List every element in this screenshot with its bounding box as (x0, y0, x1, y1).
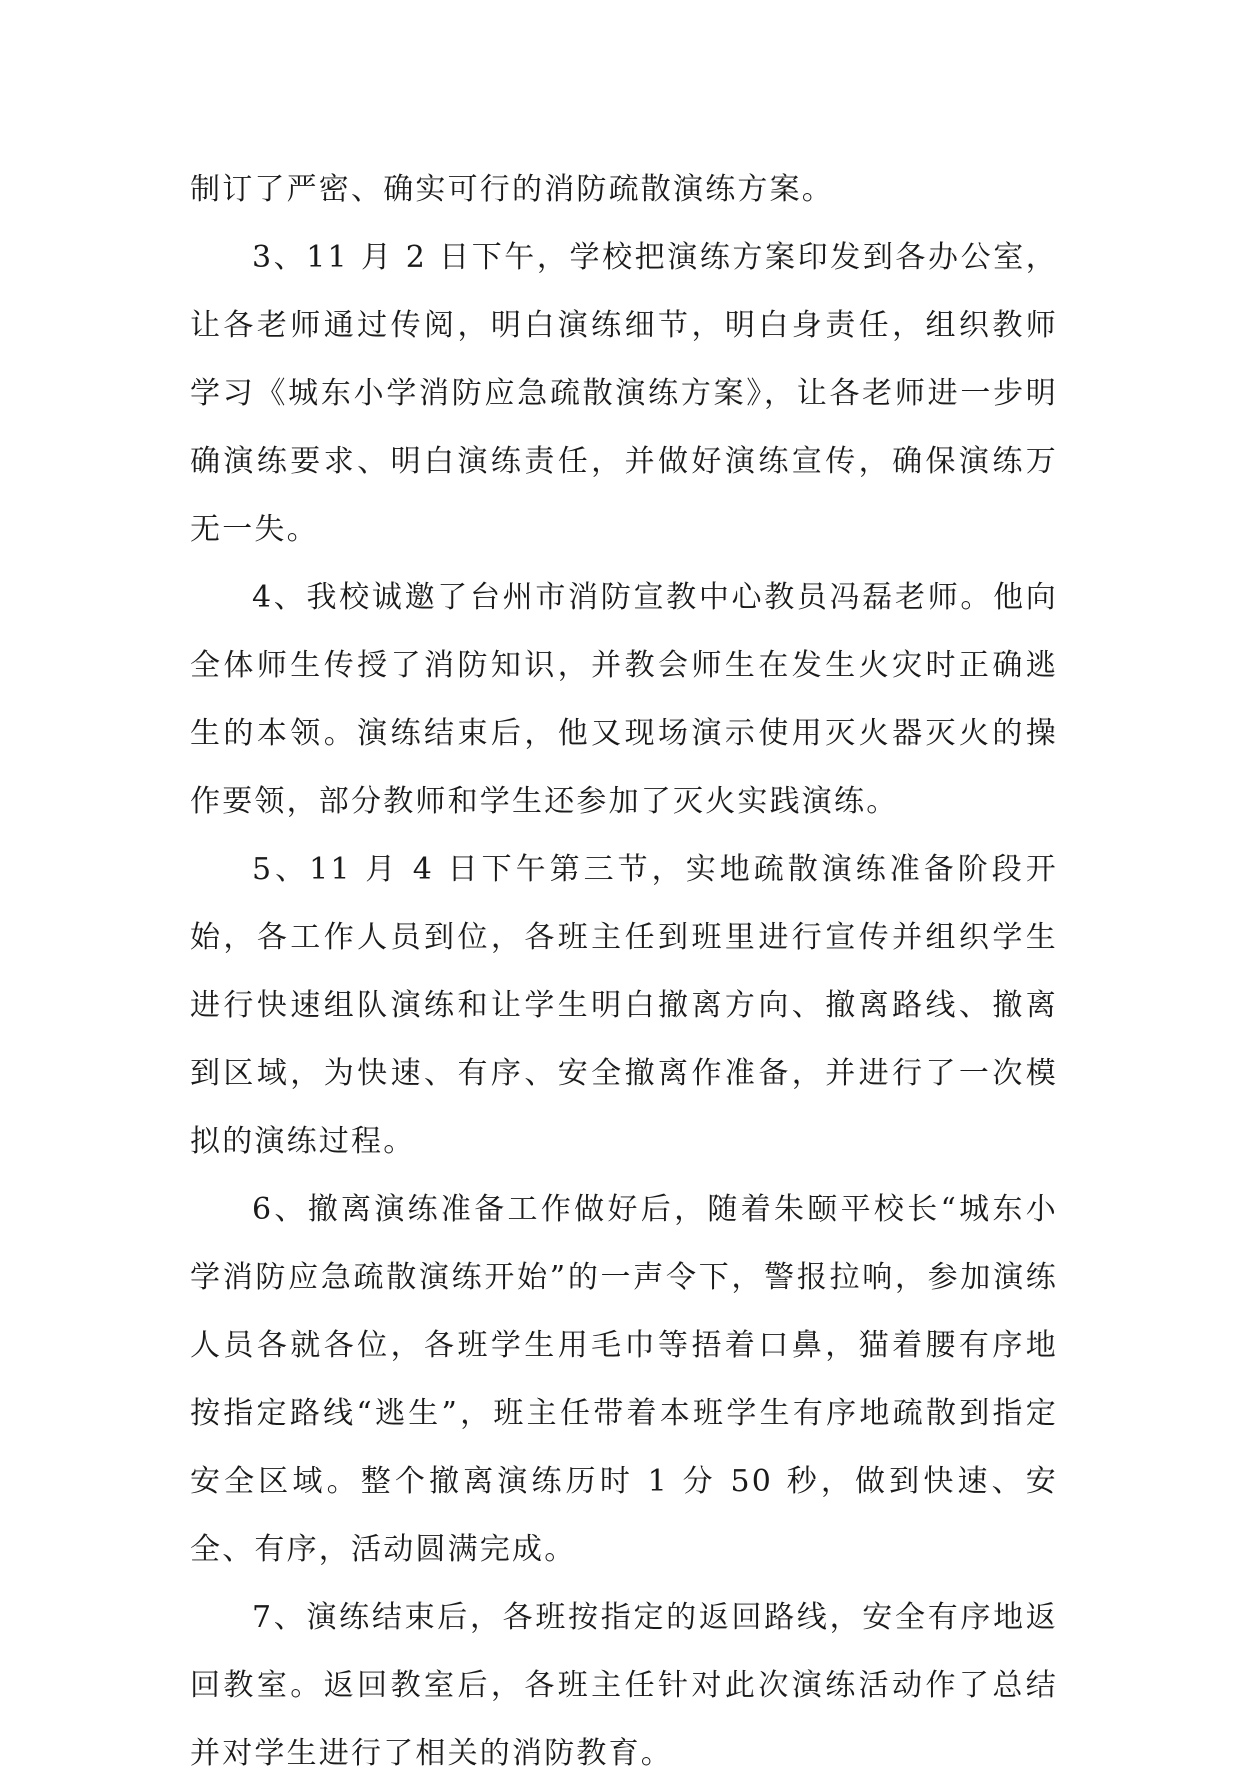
paragraph-continuation: 制订了严密、确实可行的消防疏散演练方案。 (190, 172, 834, 207)
paragraph-item-3: 3、11 月 2 日下午，学校把演练方案印发到各办公室，让各老师通过传阅，明白演练细节，明白身责任，组织教师学习《城东小学消防应急疏散演练方案》，让各老师进一步明确演练要求、明白演练责任，并做好演练宣传，确保演练万无一失。 (190, 240, 1058, 547)
paragraph-item-4: 4、我校诚邀了台州市消防宣教中心教员冯磊老师。他向全体师生传授了消防知识，并教会师生在发生火灾时正确逃生的本领。演练结束后，他又现场演示使用灭火器灭火的操作要领，部分教师和学生还参加了灭火实践演练。 (190, 580, 1058, 819)
paragraph-item-6: 6、撤离演练准备工作做好后，随着朱颐平校长“城东小学消防应急疏散演练开始”的一声令下，警报拉响，参加演练人员各就各位，各班学生用毛巾等捂着口鼻，猫着腰有序地按指定路线“逃生”，班主任带着本班学生有序地疏散到指定安全区域。整个撤离演练历时 1 分 50 秒，做到快速、安全、有序，活动圆满完成。 (190, 1192, 1058, 1567)
paragraph-item-5: 5、11 月 4 日下午第三节，实地疏散演练准备阶段开始，各工作人员到位，各班主任到班里进行宣传并组织学生进行快速组队演练和让学生明白撤离方向、撤离路线、撤离到区域，为快速、有序、安全撤离作准备，并进行了一次模拟的演练过程。 (190, 852, 1058, 1159)
paragraph-item-7: 7、演练结束后，各班按指定的返回路线，安全有序地返回教室。返回教室后，各班主任针对此次演练活动作了总结并对学生进行了相关的消防教育。 (190, 1600, 1058, 1771)
document-body (190, 156, 1058, 1788)
